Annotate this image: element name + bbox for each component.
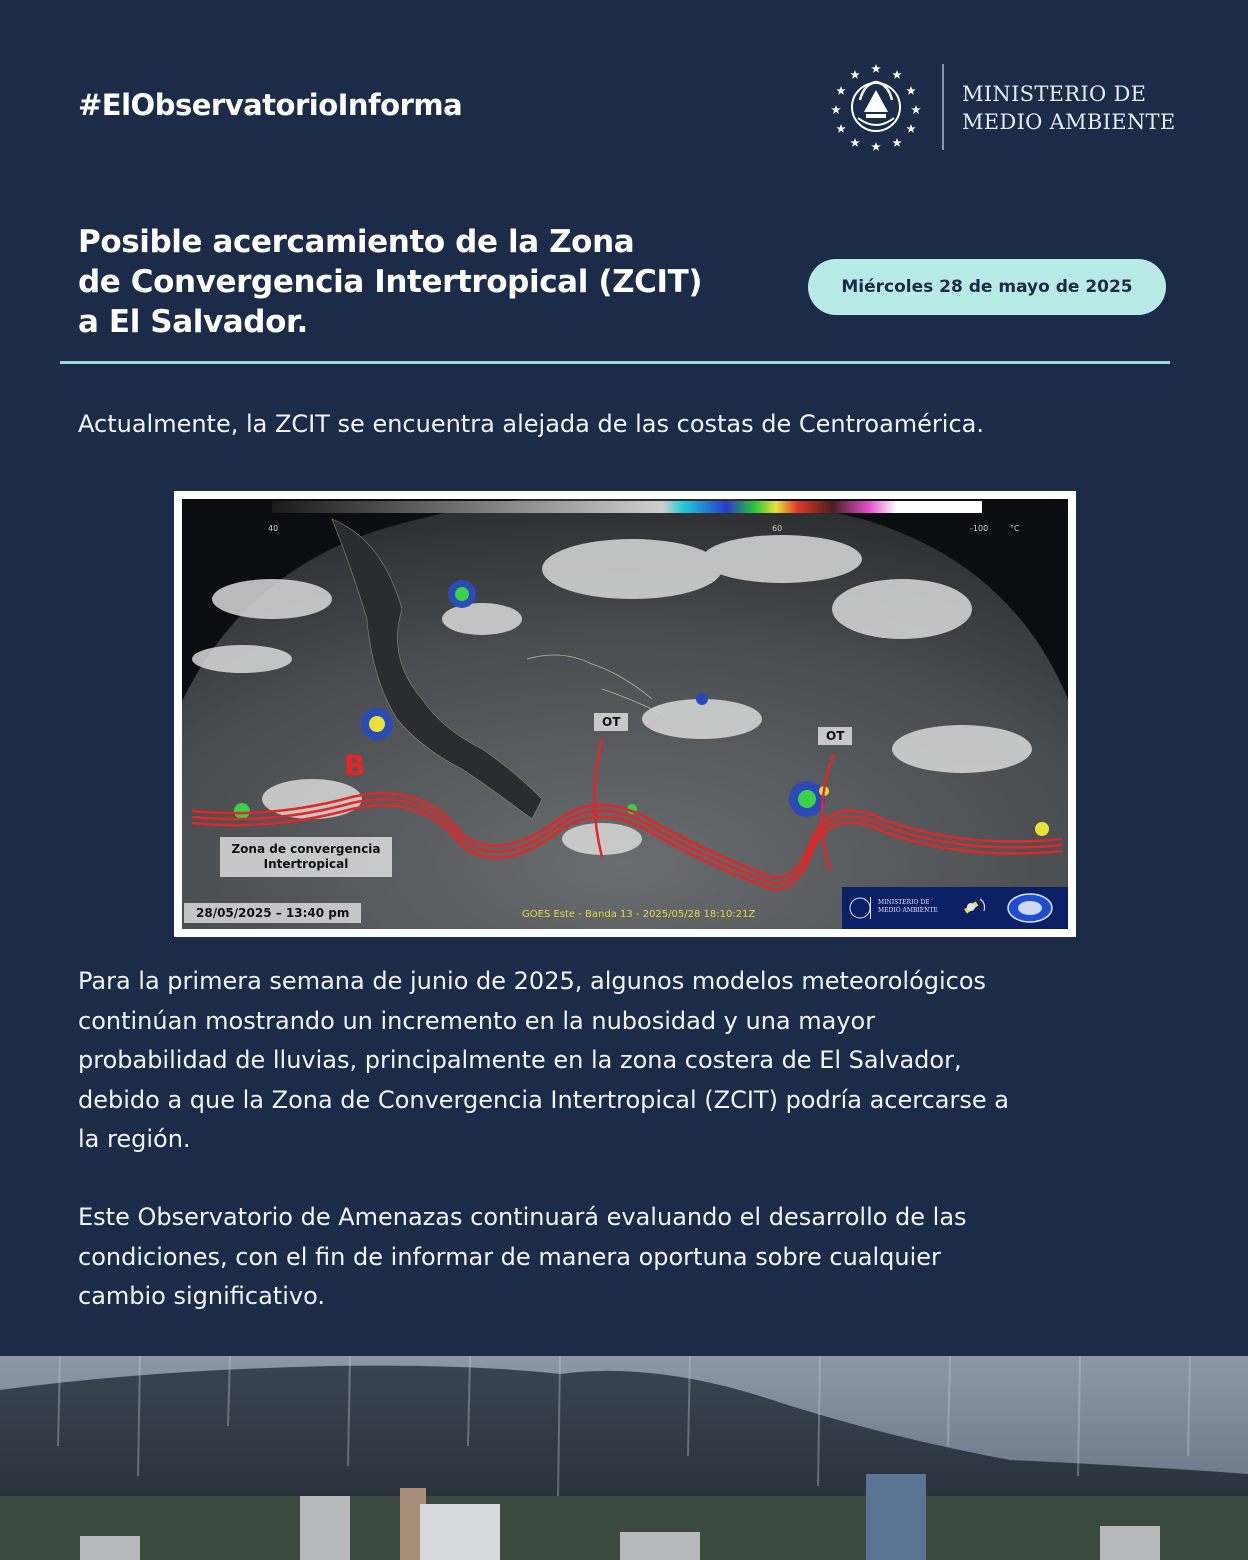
strip-line1: MINISTERIO DE [878,899,930,906]
paragraph2-line3: cambio significativo. [78,1282,325,1310]
ministry-name [962,80,1176,136]
ot-label-1: OT [594,713,628,731]
strip-line2: MEDIO AMBIENTE [878,907,938,914]
zone-label-line1: Zona de convergencia [231,842,381,856]
title-line2: de Convergencia Intertropical (ZCIT) [78,264,703,300]
el-salvador-coat-of-arms-icon [830,62,922,152]
strip-ministry-name [878,899,938,915]
seal-small-icon [850,898,870,918]
paragraph-forecast [78,962,1178,1160]
intro-text: Actualmente, la ZCIT se encuentra alejada de las costas de Centroamérica. [78,410,984,438]
ot-label-2: OT [818,727,852,745]
zone-label-line2: Intertropical [263,857,349,871]
ministry-name-line2: MEDIO AMBIENTE [962,110,1176,134]
paragraph1-line2: continúan mostrando un incremento en la nubosidad y una mayor [78,1006,876,1035]
paragraph1-line3: probabilidad de lluvias, principalmente en la zona costera de El Salvador, [78,1046,962,1074]
scale-tick-3: -100 [970,524,989,533]
paragraph1-line1: Para la primera semana de junio de 2025, algunos modelos meteorológicos [78,967,987,995]
page-title [78,222,778,342]
scale-tick-1: 40 [268,524,279,533]
paragraph1-line5: la región. [78,1125,191,1153]
satellite-image-frame [174,491,1076,937]
image-source: GOES Este - Banda 13 - 2025/05/28 18:10:21Z [522,909,756,920]
paragraph1-line4: debido a que la Zona de Convergencia Intertropical (ZCIT) podría acercarse a [78,1085,1009,1114]
scale-unit: °C [1010,524,1020,533]
ministry-logo [830,62,1190,152]
satellite-image [182,499,1068,929]
image-timestamp: 28/05/2025 – 13:40 pm [184,903,361,923]
hashtag: #ElObservatorioInforma [78,88,463,122]
paragraph2-line2: condiciones, con el fin de informar de manera oportuna sobre cualquier [78,1242,941,1271]
ministry-divider [942,64,944,150]
ministry-name-line1: MINISTERIO DE [962,82,1147,106]
logos-strip [842,887,1068,929]
paragraph-observatory [78,1198,1178,1317]
zone-label [220,837,392,877]
title-line3: a El Salvador. [78,304,308,340]
satellite-icon [964,899,984,913]
divider [60,361,1170,364]
footer-landscape-photo [0,1356,1248,1560]
paragraph2-line1: Este Observatorio de Amenazas continuará evaluando el desarrollo de las [78,1203,967,1231]
scale-tick-2: 60 [772,524,783,533]
agency-logo-icon [1008,894,1052,922]
date-badge: Miércoles 28 de mayo de 2025 [808,259,1166,315]
title-line1: Posible acercamiento de la Zona [78,224,635,260]
low-pressure-marker: B [344,749,366,782]
